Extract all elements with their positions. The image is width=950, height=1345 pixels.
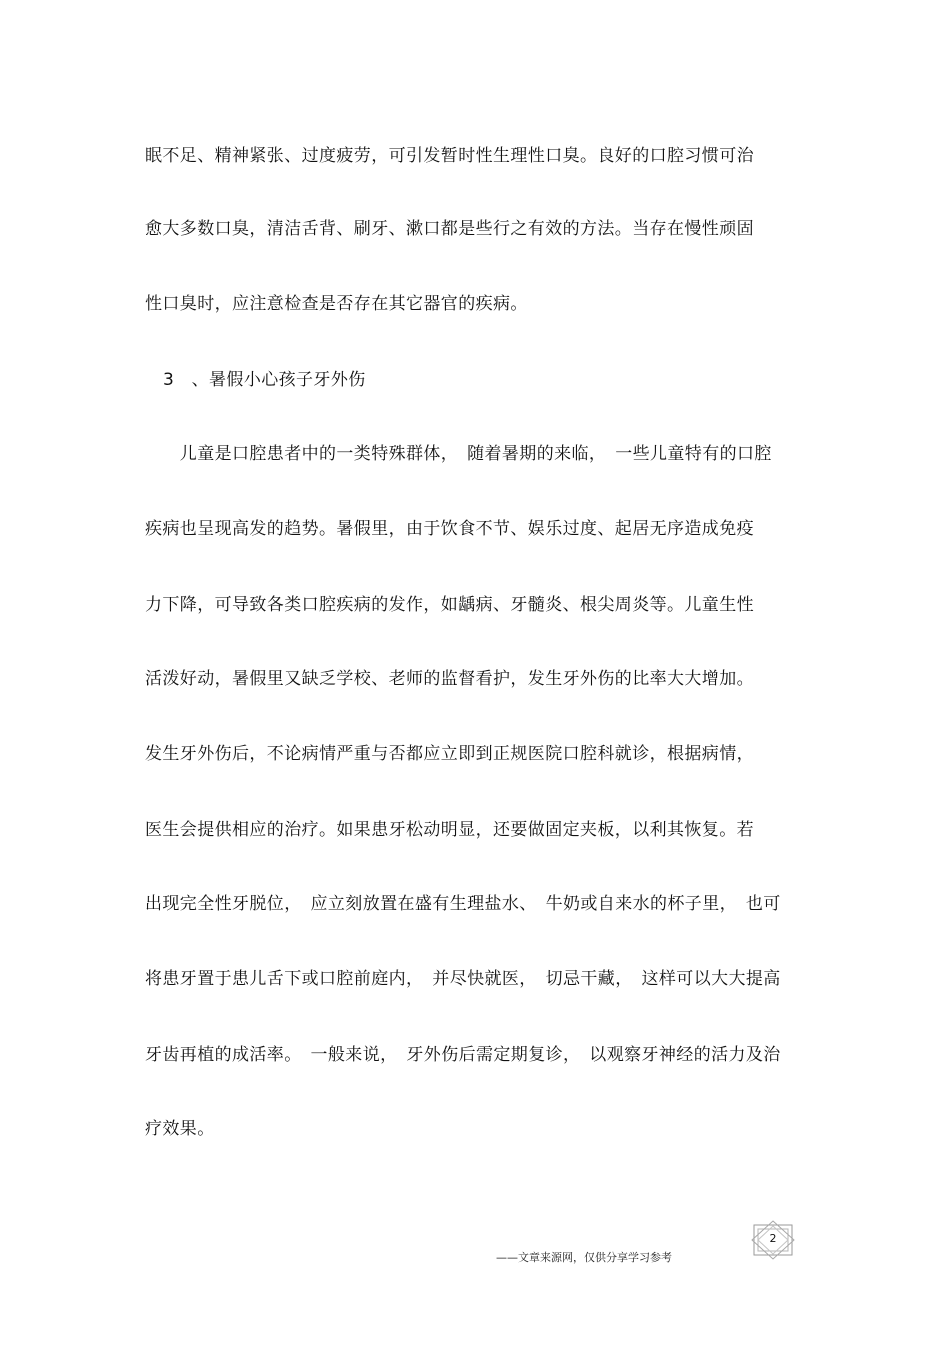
body-text-line: 疾病也呈现高发的趋势。暑假里，由于饮食不节、娱乐过度、起居无序造成免疫 bbox=[145, 519, 754, 539]
page-number-badge bbox=[750, 1220, 796, 1260]
body-text-line: 出现完全性牙脱位， 应立刻放置在盛有生理盐水、 牛奶或自来水的杯子里， 也可 bbox=[145, 894, 781, 914]
body-text-line: 活泼好动，暑假里又缺乏学校、老师的监督看护，发生牙外伤的比率大大增加。 bbox=[145, 669, 754, 689]
page-number: 2 bbox=[769, 1232, 777, 1245]
body-text-line: 性口臭时，应注意检查是否存在其它器官的疾病。 bbox=[145, 294, 528, 314]
source-note: ——文章来源网，仅供分享学习参考 bbox=[496, 1251, 672, 1264]
section-heading: 3 、暑假小心孩子牙外伤 bbox=[163, 370, 366, 390]
body-text-line: 力下降，可导致各类口腔疾病的发作，如龋病、牙髓炎、根尖周炎等。儿童生性 bbox=[145, 595, 754, 615]
body-text-line: 牙齿再植的成活率。 一般来说， 牙外伤后需定期复诊， 以观察牙神经的活力及治 bbox=[145, 1045, 781, 1065]
body-text-line: 愈大多数口臭，清洁舌背、刷牙、漱口都是些行之有效的方法。当存在慢性顽固 bbox=[145, 219, 754, 239]
body-text-line: 疗效果。 bbox=[145, 1119, 215, 1139]
body-text-line: 将患牙置于患儿舌下或口腔前庭内， 并尽快就医， 切忌干藏， 这样可以大大提高 bbox=[145, 969, 781, 989]
body-text-line: 儿童是口腔患者中的一类特殊群体， 随着暑期的来临， 一些儿童特有的口腔 bbox=[145, 444, 772, 464]
body-text-line: 医生会提供相应的治疗。如果患牙松动明显，还要做固定夹板，以利其恢复。若 bbox=[145, 820, 754, 840]
body-text-line: 发生牙外伤后，不论病情严重与否都应立即到正规医院口腔科就诊，根据病情， bbox=[145, 744, 754, 764]
body-text-line: 眠不足、精神紧张、过度疲劳，可引发暂时性生理性口臭。良好的口腔习惯可治 bbox=[145, 146, 754, 166]
